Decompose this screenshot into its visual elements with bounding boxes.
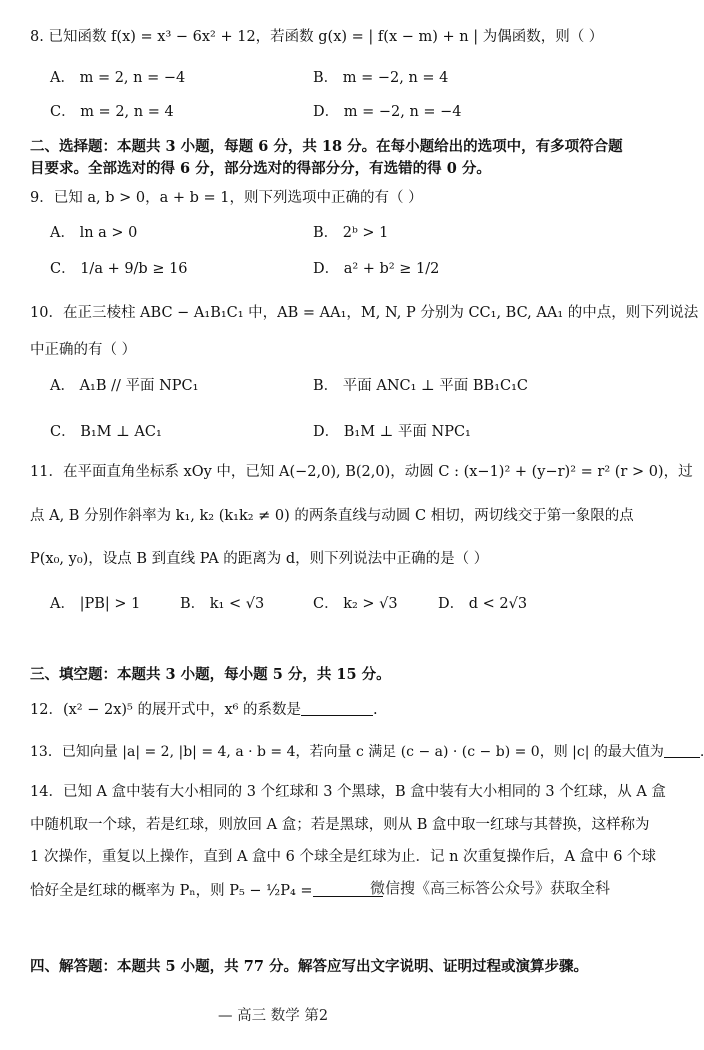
- q11-stem-line2: 点 A, B 分别作斜率为 k₁, k₂ (k₁k₂ ≠ 0) 的两条直线与动圆 C 相切，两切线交于第一象限的点: [30, 508, 634, 524]
- q8-option-a: A． m = 2, n = −4: [50, 70, 186, 86]
- q12-text: [30, 699, 634, 721]
- q10-option-c: C． B₁M ⊥ AC₁: [50, 424, 162, 440]
- q14-line1: 14．已知 A 盒中装有大小相同的 3 个红球和 3 个黑球，B 盒中装有大小相同的 3 个红球，从 A 盒: [30, 784, 666, 800]
- q9-option-a: A． ln a > 0: [50, 225, 138, 241]
- q13-period: .: [699, 744, 704, 760]
- q11-option-c: C． k₂ > √3: [313, 596, 398, 612]
- footer-fade: [330, 998, 390, 1026]
- q12-stem: 12．(x² − 2x)⁵ 的展开式中，x⁶ 的系数是: [30, 702, 302, 718]
- q9-option-c: C． 1/a + 9/b ≥ 16: [50, 261, 188, 277]
- q9-option-d: D． a² + b² ≥ 1/2: [313, 261, 440, 277]
- q14-line2: 中随机取一个球，若是红球，则放回 A 盒；若是黑球，则从 B 盒中取一红球与其替换，这样称为: [30, 817, 650, 833]
- q8-option-c: C． m = 2, n = 4: [50, 104, 174, 120]
- q11-stem-line3: P(x₀, y₀)，设点 B 到直线 PA 的距离为 d，则下列说法中正确的是（ ）: [30, 551, 489, 567]
- q11-option-b: B． k₁ < √3: [180, 596, 265, 612]
- q12-period: .: [373, 702, 378, 718]
- q10-option-b: B． 平面 ANC₁ ⊥ 平面 BB₁C₁C: [313, 378, 529, 394]
- q8-stem: 8. 已知函数 f(x) = x³ − 6x² + 12，若函数 g(x) = | f(x − m) + n | 为偶函数，则（ ）: [30, 29, 604, 45]
- q10-stem-line2: 中正确的有（ ）: [30, 342, 137, 358]
- q14-stem-end: 恰好全是红球的概率为 Pₙ，则 P₅ − ½P₄ =: [30, 883, 313, 899]
- section-3-header: 三、填空题：本题共 3 小题，每小题 5 分，共 15 分。: [30, 666, 391, 683]
- q10-option-a: A． A₁B // 平面 NPC₁: [50, 378, 199, 394]
- wechat-promo-text: 微信搜《高三标答公众号》获取全科: [370, 879, 611, 897]
- q13-stem: 13．已知向量 |a| = 2, |b| = 4, a · b = 4，若向量 c 满足 (c − a) · (c − b) = 0，则 |c| 的最大值为: [30, 744, 664, 760]
- page-footer: — 高三 数学 第2: [218, 1008, 329, 1024]
- q13-answer-blank[interactable]: [664, 743, 700, 758]
- q11-option-d: D． d < 2√3: [438, 596, 528, 612]
- q12-answer-blank[interactable]: [301, 701, 373, 716]
- q11-stem-line1: 11．在平面直角坐标系 xOy 中，已知 A(−2,0), B(2,0)，动圆 C : (x−1)² + (y−r)² = r² (r > 0)，过: [30, 464, 693, 480]
- q10-option-d: D． B₁M ⊥ 平面 NPC₁: [313, 424, 471, 440]
- q13-text: [30, 741, 704, 763]
- q9-stem: 9．已知 a, b > 0，a + b = 1，则下列选项中正确的有（ ）: [30, 190, 423, 206]
- q8-option-d: D． m = −2, n = −4: [313, 104, 462, 120]
- q14-line3: 1 次操作，重复以上操作，直到 A 盒中 6 个球全是红球为止．记 n 次重复操作后，A 盒中 6 个球: [30, 849, 657, 865]
- q10-stem-line1: 10．在正三棱柱 ABC − A₁B₁C₁ 中，AB = AA₁，M, N, P 分别为 CC₁, BC, AA₁ 的中点，则下列说法: [30, 305, 699, 321]
- section-2-header: 二、选择题：本题共 3 小题，每题 6 分，共 18 分。在每小题给出的选项中，有多项符合题目要求。全部选对的得 6 分，部分选对的得部分分，有选错的得 0 分。: [30, 138, 623, 177]
- section-4-header: 四、解答题：本题共 5 小题，共 77 分。解答应写出文字说明、证明过程或演算步骤。: [30, 958, 588, 975]
- q11-option-a: A． |PB| > 1: [50, 596, 141, 612]
- q9-option-b: B． 2ᵇ > 1: [313, 225, 389, 241]
- q8-option-b: B． m = −2, n = 4: [313, 70, 449, 86]
